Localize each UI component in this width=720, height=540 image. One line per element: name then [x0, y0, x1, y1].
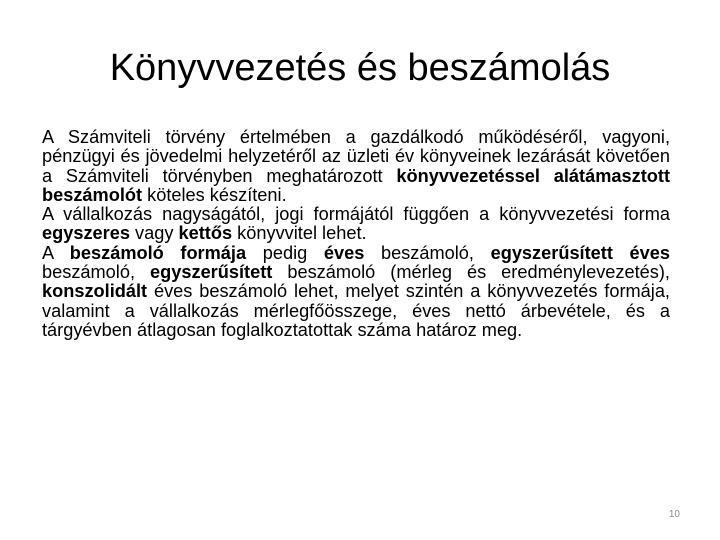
slide-body	[42, 128, 670, 340]
bold-run: kettős	[178, 223, 233, 244]
bold-run: éves	[323, 242, 365, 263]
bold-run: könyvvezetéssel alátámasztott beszámolót	[42, 165, 670, 205]
bold-run: egyszerűsített	[150, 262, 273, 283]
text-run: éves beszámoló lehet, melyet szintén a könyvvezetés formája, valamint a vállalkozás mérlegfőösszege, éves nettó árbevétele, és a tárgyévben átlagosan foglalkoztatottak száma határoz meg.	[42, 281, 670, 340]
text-run: beszámoló,	[364, 242, 491, 263]
paragraph-bookkeeping-form	[42, 205, 670, 244]
bold-run: egyszerűsített éves	[490, 242, 670, 263]
bold-run: egyszeres	[42, 223, 130, 244]
text-run: A vállalkozás nagyságától, jogi formájától függően a könyvvezetési forma	[42, 204, 670, 225]
slide-title: Könyvvezetés és beszámolás	[109, 47, 611, 89]
text-run: könyvvitel lehet.	[232, 223, 367, 244]
bold-run: konszolidált	[42, 281, 148, 302]
bold-run: beszámoló formája	[69, 242, 247, 263]
text-run: pedig	[246, 242, 324, 263]
page-number: 10	[668, 509, 680, 520]
text-run: beszámoló (mérleg és eredménylevezetés),	[272, 262, 670, 283]
paragraph-report-form	[42, 244, 670, 340]
text-run: vagy	[129, 223, 179, 244]
text-run: A Számviteli törvény értelmében a gazdálkodó működéséről, vagyoni, pénzügyi és jövedelmi helyzetéről az üzleti év könyveinek lezárását követően a Számviteli törvényben meghatározott	[42, 127, 670, 186]
paragraph-accounting-act	[42, 128, 670, 205]
text-run: köteles készíteni.	[142, 184, 287, 205]
text-run: A	[42, 242, 70, 263]
text-run: beszámoló,	[42, 262, 151, 283]
